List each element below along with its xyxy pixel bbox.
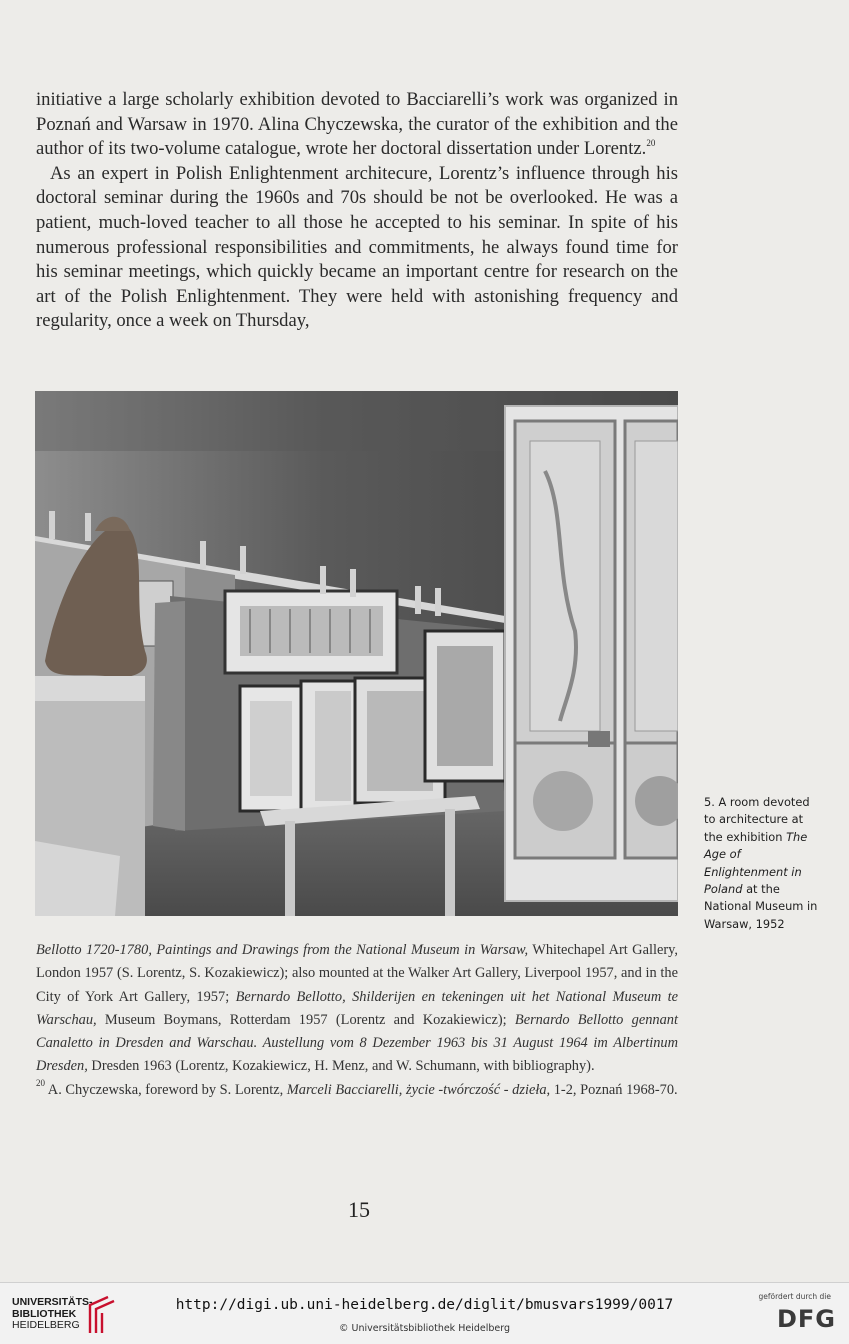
permalink[interactable] xyxy=(0,1297,849,1313)
paragraph-1: initiative a large scholarly exhibition devoted to Bacciarelli’s work was organized in Poznań and Warsaw in 1970. Alina Chyczewska, the curator of the exhibition and the author of its two-volume catalogue, wrote her doctoral dissertation under Lorentz.$^{20}$ xyxy=(36,89,678,160)
exhibition-photo xyxy=(35,391,678,916)
footnote-19-continued: Bellotto 1720-1780, Paintings and Drawings from the National Museum in Warsaw, Whitechapel Art Gallery, London 1957 (S. Lorentz, S. Kozakiewicz); also mounted at the Walker Art Gallery, Liverpool 1957, and in the City of York Art Gallery, 1957; Bernardo Bellotto, Shilderijen en tekeningen uit het National Museum te Warschau, Museum Boymans, Rotterdam 1957 (Lorentz and Kozakiewicz); Bernardo Bellotto gennant Canaletto in Dresden and Warschau. Austellung vom 8 Dezember 1963 bis 31 August 1964 im Albertinum Dresden, Dresden 1963 (Lorentz, Kozakiewicz, H. Menz, and W. Schumann, with bibliography). xyxy=(36,942,678,1075)
figure-caption: 5. A room devoted to architecture at the exhibition The Age of Enlightenment in Poland at the National Museum in Warsaw, 1952 xyxy=(704,795,818,931)
sponsor-label: gefördert durch die xyxy=(758,1292,831,1301)
footnote-ref-20[interactable]: 20 xyxy=(646,138,656,149)
library-name[interactable]: UNIVERSITÄTS- BIBLIOTHEK HEIDELBERG xyxy=(12,1296,93,1331)
permalink-link[interactable]: http://digi.ub.uni-heidelberg.de/diglit/bmusvars1999/0017 xyxy=(175,1297,674,1313)
body-text xyxy=(36,88,678,334)
dfg-logo[interactable]: DFG xyxy=(776,1305,836,1333)
page-number: 15 xyxy=(348,1197,370,1222)
digitization-footer xyxy=(0,1282,849,1344)
paragraph-2: As an expert in Polish Enlightenment architecure, Lorentz’s influence through his doctoral seminar during the 1960s and 70s should be not be overlooked. He was a patient, much-loved teacher to all those he accepted to his seminar. In spite of his numerous professional responsibilities and commitments, he always found time for his seminar meetings, which quickly became an important centre for research on the art of the Polish Enlightenment. They were held with astonishing frequency and regularity, once a week on Thursday, xyxy=(36,162,678,332)
footnotes xyxy=(36,939,678,1102)
footnote-20: $^{20}$ A. Chyczewska, foreword by S. Lorentz, Marceli Bacciarelli, życie -twórczość - dzieła, 1-2, Poznań 1968-70. xyxy=(36,1077,678,1098)
copyright: © Universitätsbibliothek Heidelberg xyxy=(338,1323,510,1334)
exhibition-photo-illustration xyxy=(35,391,678,916)
